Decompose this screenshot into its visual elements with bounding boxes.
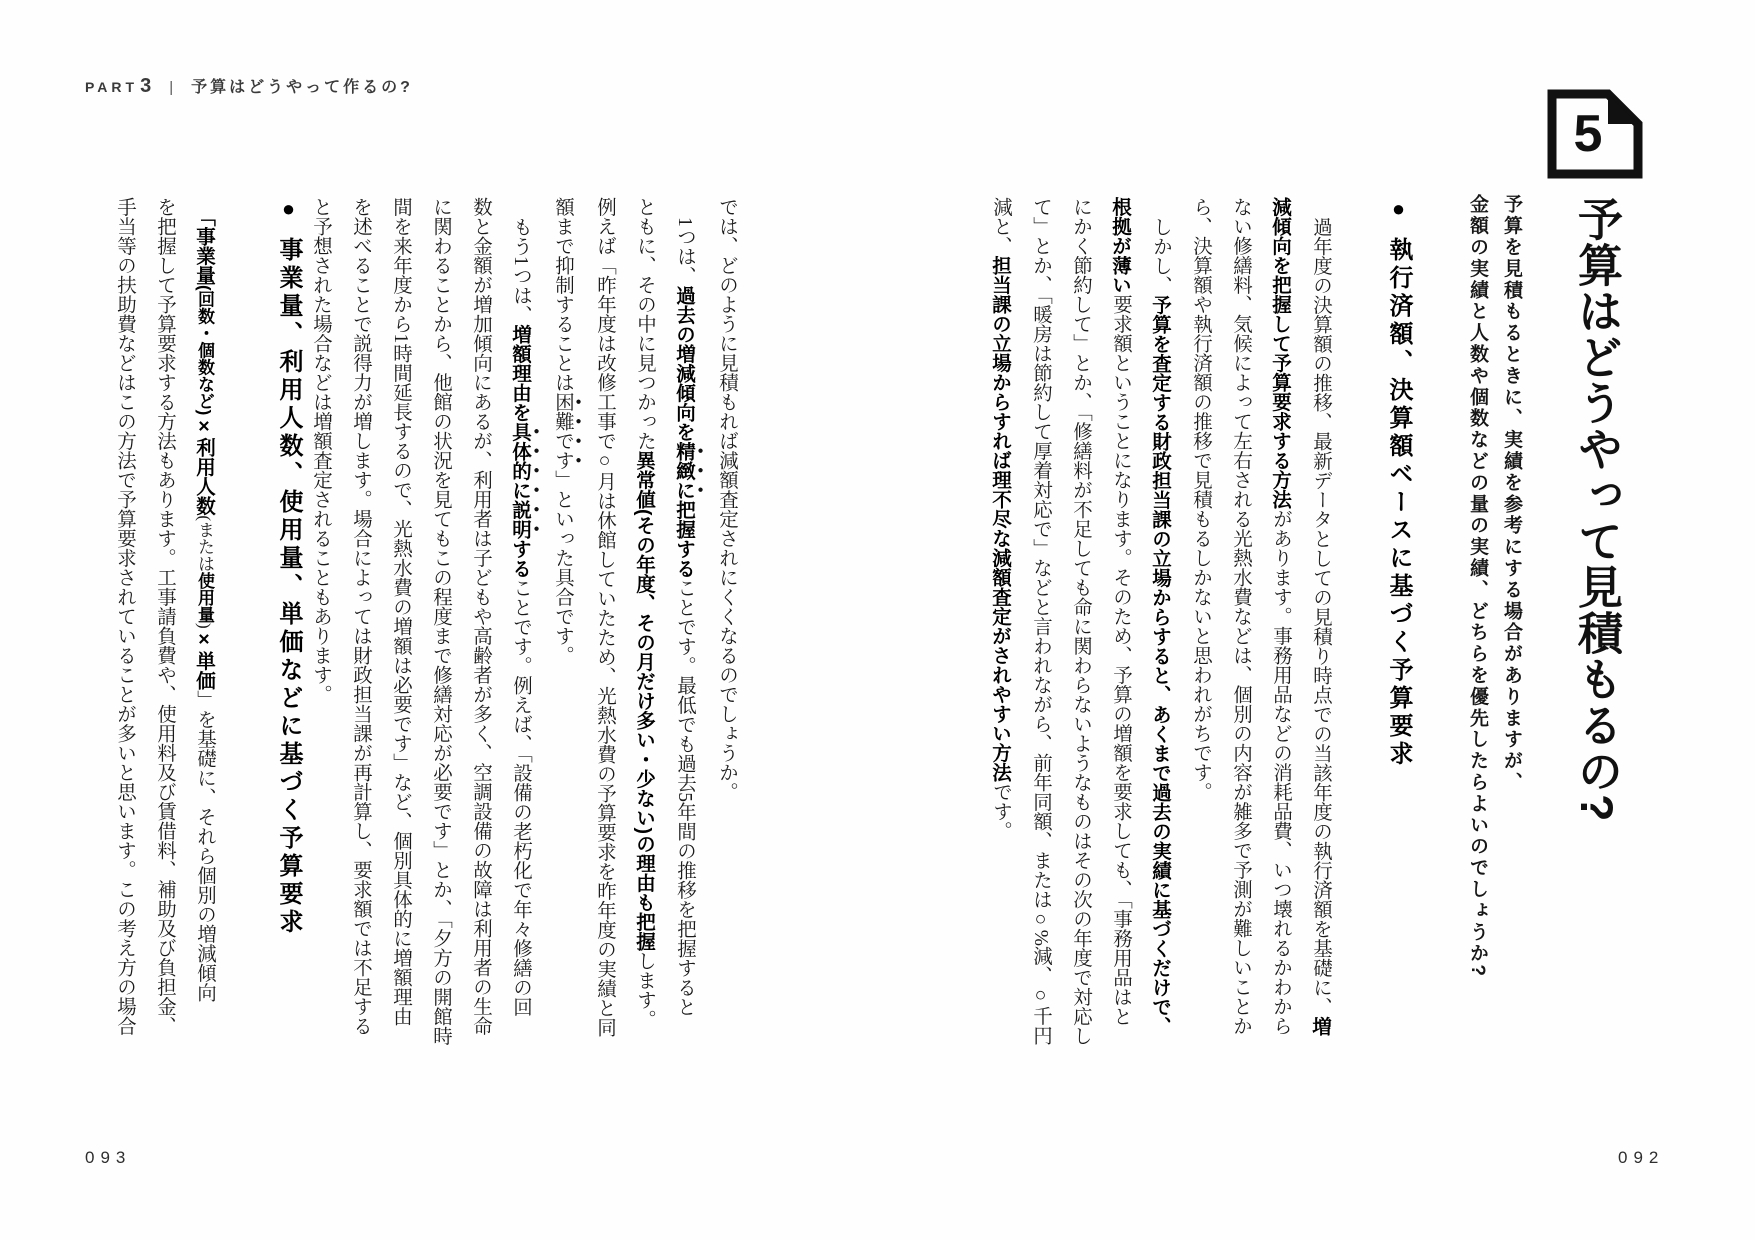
body-text: ともに、その中に見つかった bbox=[634, 197, 655, 451]
text-column bbox=[1180, 197, 1220, 1083]
text-column bbox=[706, 197, 746, 1083]
section-heading-2 bbox=[268, 196, 308, 1016]
body-text: にかく節約して」とか、「修繕料が不足しても命に関わらないようなものはその次の年度で対応し bbox=[1070, 197, 1091, 1046]
body-text: ことです。例えば、「設備の老朽化で年々修繕の回 bbox=[510, 577, 531, 1017]
text-column bbox=[1300, 197, 1340, 1083]
text-column bbox=[1140, 197, 1180, 1083]
body-text: て」とか、「暖房は節約して厚着対応で」などと言われながら、前年同額、または○%減、○千円 bbox=[1030, 197, 1051, 1045]
body-text: 予算を見積もるときに、実績を参考にする場合がありますが、 bbox=[1501, 194, 1522, 794]
body-text: しかし、 bbox=[1150, 217, 1171, 295]
body-text: 例えば「昨年度は改修工事で○月は休館していたため、光熱水費の予算要求を昨年度の実績と同 bbox=[594, 197, 615, 1037]
text-column bbox=[340, 197, 380, 1083]
emphasis-text: (回数・個数など) bbox=[195, 285, 214, 416]
body-text: 手当等の扶助費などはこの方法で予算要求されていることが多いと思います。この考え方の場合 bbox=[114, 197, 135, 1036]
part-number: 3 bbox=[140, 75, 156, 97]
emphasis-text: 過去の増減傾向を bbox=[673, 285, 695, 442]
body-text: では、どのように見積もれば減額査定されにくくなるのでしょうか。 bbox=[716, 197, 737, 802]
text-column bbox=[1260, 197, 1300, 1083]
body-text: です。 bbox=[990, 782, 1011, 841]
emphasis-text: 把握する bbox=[673, 499, 695, 578]
body-text: ことです。最低でも過去5年間の推移を把握すると bbox=[674, 577, 695, 1017]
text-column bbox=[1060, 197, 1100, 1083]
body-text: ら、決算額や執行済額の推移で見積もるしかないと思われがちです。 bbox=[1190, 197, 1211, 802]
text-column bbox=[184, 197, 224, 1083]
section-heading-text: 事業量、利用人数、使用量、単価などに基づく予算要求 bbox=[275, 237, 302, 937]
body-text: もう1つは、 bbox=[510, 217, 531, 325]
right-page bbox=[877, 0, 1755, 1240]
body-text: と予想された場合などは増額査定されることもあります。 bbox=[310, 197, 331, 704]
text-column bbox=[500, 197, 542, 1083]
emphasis-text: 根拠が薄い bbox=[1109, 197, 1131, 295]
body-text: 要求額ということになります。そのため、予算の増額を要求しても、「事務用品はと bbox=[1110, 294, 1131, 1026]
body-text: に関わることから、他館の状況を見てもこの程度まで修繕対応が必要です」とか、「夕方の開館時 bbox=[430, 197, 451, 1046]
emphasis-text: 使用量 bbox=[195, 572, 214, 623]
text-column bbox=[542, 197, 584, 1083]
text-column bbox=[584, 197, 624, 1083]
body-text: 」を基礎に、それら個別の増減傾向 bbox=[194, 689, 215, 1002]
section-heading-text: 執行済額、決算額ベースに基づく予算要求 bbox=[1385, 237, 1412, 769]
text-column bbox=[144, 197, 184, 1083]
emphasis-text: ×利用人数 bbox=[193, 415, 215, 516]
body-text: 金額の実績と人数や個数などの量の実績、どちらを優先したらよいのでしょうか? bbox=[1467, 194, 1488, 979]
emphasis-text: 異常値(その年度、その月だけ多い・少ない)の理由も把握 bbox=[633, 450, 655, 951]
part-title: 予算はどうやって作るの? bbox=[191, 79, 413, 96]
text-column bbox=[1100, 197, 1140, 1083]
text-column bbox=[1460, 194, 1494, 1024]
emphasis-text: ×単価 bbox=[193, 628, 215, 690]
header-separator: | bbox=[169, 79, 178, 96]
text-column bbox=[420, 197, 460, 1083]
body-text: を把握して予算要求する方法もあります。工事請負費や、使用料及び賃借料、補助及び負担金、 bbox=[154, 197, 175, 1036]
bullet-icon: ● bbox=[276, 196, 301, 225]
body-text: 額まで抑制することは bbox=[552, 197, 573, 392]
emphasis-text: 精緻に bbox=[673, 441, 695, 500]
page-number-right: 092 bbox=[1618, 1148, 1665, 1167]
emphasis-text: する bbox=[509, 538, 531, 578]
body-text: (または bbox=[195, 515, 214, 572]
text-column bbox=[1220, 197, 1260, 1083]
text-column bbox=[1494, 194, 1528, 1024]
body-text: ) bbox=[195, 623, 214, 629]
body-text: があります。事務用品などの消耗品費、いつ壊れるかわから bbox=[1270, 509, 1291, 1036]
running-header bbox=[85, 74, 413, 98]
bullet-icon: ● bbox=[1386, 196, 1411, 225]
left-page bbox=[0, 0, 877, 1240]
text-column bbox=[104, 197, 144, 1083]
text-column bbox=[460, 197, 500, 1083]
left-body2-columns bbox=[104, 197, 224, 1083]
part-label: PART bbox=[85, 79, 139, 95]
right-body-columns bbox=[980, 197, 1340, 1083]
emphasis-text: 具体的に説明 bbox=[509, 421, 531, 539]
left-body-columns bbox=[306, 197, 746, 1083]
emphasis-text: 増額理由を bbox=[509, 324, 531, 422]
body-text: 困難です bbox=[552, 392, 573, 470]
body-text: します。 bbox=[634, 951, 655, 1029]
body-text: ない修繕料、気候によって左右される光熱水費などは、個別の内容が雑多で予測が難しいことか bbox=[1230, 197, 1251, 1036]
emphasis-text: 増 bbox=[1309, 1016, 1331, 1036]
emphasis-text: 予算を査定する財政担当課の立場からすると、あくまで過去の実績に基づくだけで、 bbox=[1149, 295, 1171, 1036]
chapter-number-icon bbox=[1546, 88, 1644, 180]
body-text: 過年度の決算額の推移、最新データとしての見積り時点での当該年度の執行済額を基礎に、 bbox=[1310, 217, 1331, 1017]
chapter-lead bbox=[1458, 194, 1528, 1024]
body-text: 減と、 bbox=[990, 197, 1011, 256]
text-column bbox=[980, 197, 1020, 1083]
emphasis-text: 「事業量 bbox=[193, 207, 215, 285]
emphasis-text: 減傾向を把握して予算要求する方法 bbox=[1269, 197, 1291, 509]
text-column bbox=[1020, 197, 1060, 1083]
chapter-title: 予算はどうやって見積もるの? bbox=[1571, 196, 1622, 823]
body-text: 1つは、 bbox=[674, 217, 695, 286]
body-text: を述べることで説得力が増します。場合によっては財政担当課が再計算し、要求額では不足する bbox=[350, 197, 371, 1036]
body-text: 間を来年度から1時間延長するので、光熱水費の増額は必要です」など、個別具体的に増額理由 bbox=[390, 197, 411, 1026]
chapter-number: 5 bbox=[1573, 105, 1603, 163]
emphasis-text: 担当課の立場からすれば理不尽な減額査定がされやすい方法 bbox=[989, 255, 1011, 782]
text-column bbox=[624, 197, 664, 1083]
text-column bbox=[664, 197, 706, 1083]
section-heading-1 bbox=[1378, 196, 1418, 1016]
page-number-left: 093 bbox=[85, 1148, 132, 1167]
body-text: 」といった具合です。 bbox=[552, 470, 573, 665]
text-column bbox=[380, 197, 420, 1083]
body-text: 数と金額が増加傾向にあるが、利用者は子どもや高齢者が多く、空調設備の故障は利用者の生命 bbox=[470, 197, 491, 1036]
